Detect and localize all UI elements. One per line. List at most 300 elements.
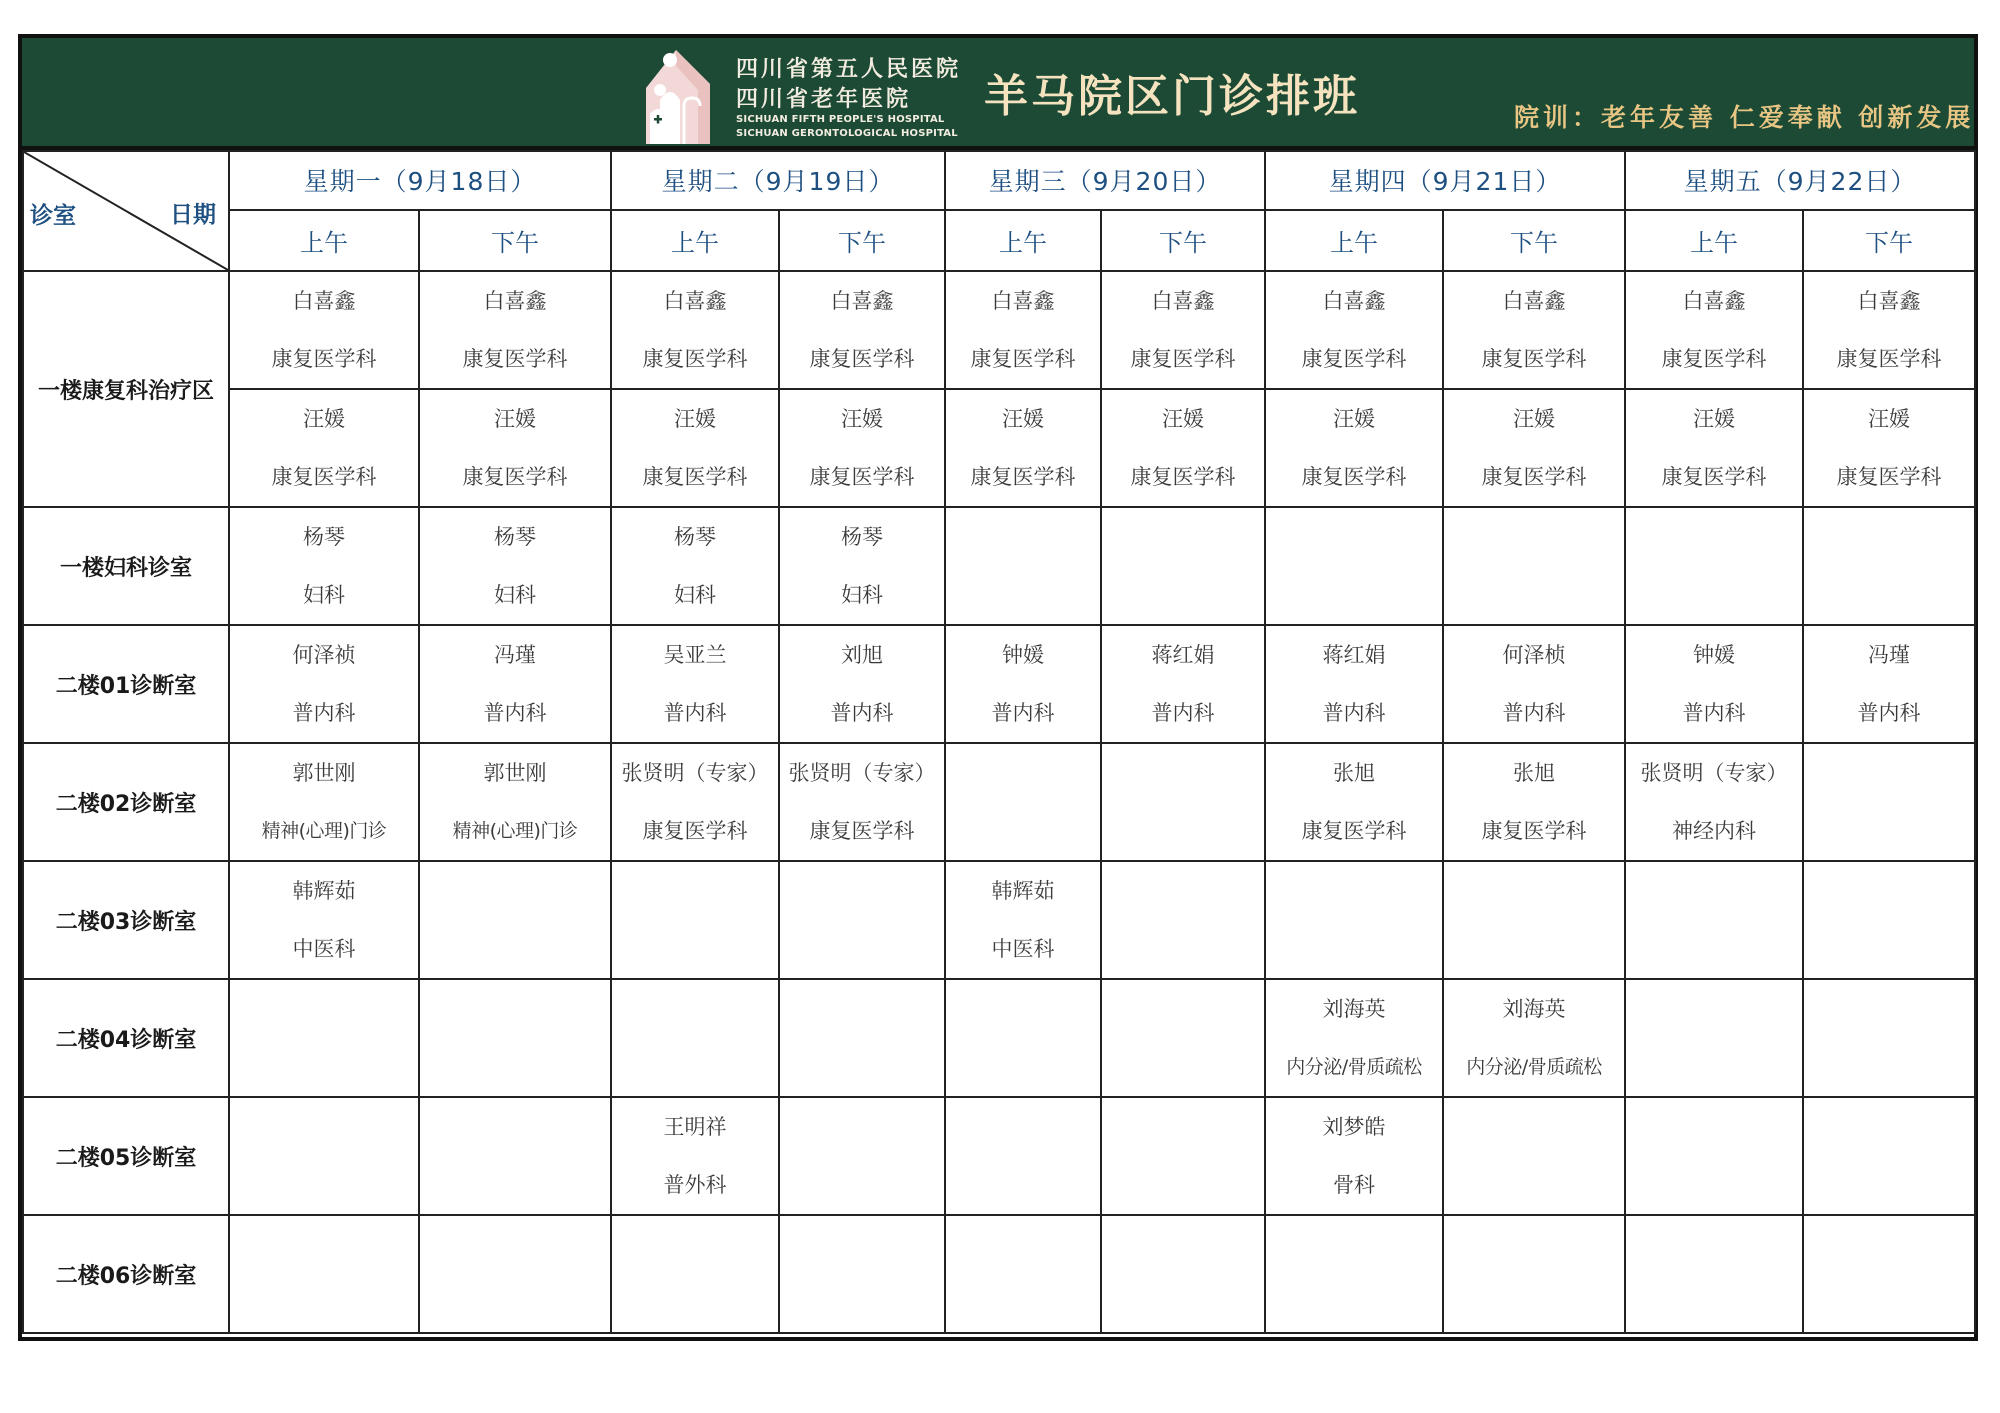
department-name: 康复医学科 xyxy=(809,465,915,489)
department-name xyxy=(420,1038,610,1096)
page-title: 羊马院区门诊排班 xyxy=(984,71,1360,122)
schedule-cell xyxy=(779,625,945,743)
schedule-cell xyxy=(779,507,945,625)
department-name: 精神(心理)门诊 xyxy=(261,820,387,842)
hospital-name-en-alt: SICHUAN GERONTOLOGICAL HOSPITAL xyxy=(736,128,958,139)
room-name: 一楼康复科治疗区 xyxy=(23,271,229,507)
schedule-cell xyxy=(1625,271,1803,389)
schedule-cell xyxy=(611,507,779,625)
department-name xyxy=(420,1156,610,1214)
schedule-cell xyxy=(1443,1215,1625,1333)
doctor-name: 汪媛 xyxy=(1333,407,1375,431)
doctor-name: 刘海英 xyxy=(1502,997,1566,1021)
schedule-cell xyxy=(611,271,779,389)
department-name: 普外科 xyxy=(663,1173,727,1197)
department-name xyxy=(1102,1274,1264,1332)
department-name: 普内科 xyxy=(830,701,894,725)
department-name xyxy=(1444,1156,1624,1214)
doctor-name xyxy=(780,1216,944,1274)
doctor-name: 汪媛 xyxy=(494,407,536,431)
doctor-name xyxy=(1626,862,1802,920)
doctor-name: 白喜鑫 xyxy=(1502,289,1566,313)
department-name xyxy=(1266,920,1442,978)
schedule-cell xyxy=(779,1215,945,1333)
department-name xyxy=(420,1274,610,1332)
doctor-name xyxy=(1444,508,1624,566)
doctor-name: 张旭 xyxy=(1333,761,1375,785)
department-name: 骨科 xyxy=(1333,1173,1375,1197)
schedule-cell xyxy=(1443,507,1625,625)
department-name xyxy=(780,1038,944,1096)
schedule-cell xyxy=(611,743,779,861)
department-name: 康复医学科 xyxy=(809,347,915,371)
department-name: 妇科 xyxy=(303,583,345,607)
schedule-cell xyxy=(945,1097,1101,1215)
table-row xyxy=(23,507,1975,625)
doctor-name: 杨琴 xyxy=(494,525,536,549)
table-row xyxy=(23,1097,1975,1215)
doctor-name: 汪媛 xyxy=(1868,407,1910,431)
schedule-cell xyxy=(1265,861,1443,979)
doctor-name xyxy=(612,980,778,1038)
department-name xyxy=(612,920,778,978)
doctor-name xyxy=(1804,1098,1974,1156)
doctor-name: 汪媛 xyxy=(1693,407,1735,431)
department-name: 神经内科 xyxy=(1672,819,1756,843)
schedule-cell xyxy=(779,861,945,979)
schedule-cell xyxy=(611,1097,779,1215)
doctor-name: 张贤明（专家） xyxy=(621,761,769,785)
afternoon-header: 下午 xyxy=(779,210,945,271)
schedule-cell xyxy=(945,1215,1101,1333)
department-name xyxy=(1804,802,1974,860)
corner-header xyxy=(23,151,229,271)
doctor-name: 韩辉茹 xyxy=(991,879,1055,903)
doctor-name xyxy=(1266,862,1442,920)
doctor-name xyxy=(230,1216,418,1274)
schedule-cell xyxy=(945,389,1101,507)
schedule-cell xyxy=(1803,625,1975,743)
schedule-cell xyxy=(1443,979,1625,1097)
doctor-name: 白喜鑫 xyxy=(1682,289,1746,313)
doctor-name xyxy=(420,862,610,920)
schedule-cell xyxy=(229,271,419,389)
department-name: 普内科 xyxy=(1682,701,1746,725)
schedule-cell xyxy=(1265,1215,1443,1333)
doctor-name xyxy=(780,1098,944,1156)
room-name: 一楼妇科诊室 xyxy=(23,507,229,625)
department-name xyxy=(1444,1274,1624,1332)
schedule-cell xyxy=(1803,743,1975,861)
schedule-cell xyxy=(1625,861,1803,979)
table-row xyxy=(23,861,1975,979)
table-row xyxy=(23,625,1975,743)
room-name: 二楼02诊断室 xyxy=(23,743,229,861)
schedule-cell xyxy=(419,861,611,979)
department-name: 康复医学科 xyxy=(462,347,568,371)
department-name: 康复医学科 xyxy=(970,347,1076,371)
doctor-name: 冯瑾 xyxy=(494,643,536,667)
schedule-cell xyxy=(1265,625,1443,743)
doctor-name xyxy=(612,862,778,920)
schedule-cell xyxy=(945,979,1101,1097)
department-name xyxy=(1444,920,1624,978)
doctor-name xyxy=(1102,1216,1264,1274)
room-name: 二楼05诊断室 xyxy=(23,1097,229,1215)
schedule-cell xyxy=(611,1215,779,1333)
department-name: 内分泌/骨质疏松 xyxy=(1286,1056,1422,1078)
doctor-name: 郭世刚 xyxy=(292,761,356,785)
department-name: 康复医学科 xyxy=(1481,465,1587,489)
doctor-name: 汪媛 xyxy=(674,407,716,431)
corner-date-label: 日期 xyxy=(170,202,216,228)
hospital-name-cn-alt: 四川省老年医院 xyxy=(736,86,912,112)
department-name xyxy=(780,920,944,978)
department-name xyxy=(1102,920,1264,978)
table-row xyxy=(23,743,1975,861)
schedule-cell xyxy=(1443,861,1625,979)
doctor-name: 张旭 xyxy=(1513,761,1555,785)
schedule-cell xyxy=(1265,507,1443,625)
doctor-name xyxy=(1102,862,1264,920)
doctor-name xyxy=(1804,980,1974,1038)
schedule-cell xyxy=(229,625,419,743)
department-name xyxy=(1626,566,1802,624)
department-name: 妇科 xyxy=(494,583,536,607)
doctor-name: 白喜鑫 xyxy=(292,289,356,313)
schedule-cell xyxy=(779,743,945,861)
department-name xyxy=(1102,802,1264,860)
doctor-name: 汪媛 xyxy=(1002,407,1044,431)
department-name: 普内科 xyxy=(663,701,727,725)
schedule-cell xyxy=(419,1215,611,1333)
schedule-cell xyxy=(779,979,945,1097)
schedule-cell xyxy=(1443,625,1625,743)
schedule-cell xyxy=(1101,861,1265,979)
doctor-name: 杨琴 xyxy=(303,525,345,549)
department-name xyxy=(946,566,1100,624)
schedule-cell xyxy=(611,979,779,1097)
afternoon-header: 下午 xyxy=(1803,210,1975,271)
schedule-cell xyxy=(1265,389,1443,507)
doctor-name xyxy=(420,980,610,1038)
doctor-name xyxy=(1804,862,1974,920)
hospital-name-cn: 四川省第五人民医院 xyxy=(736,56,962,82)
table-row xyxy=(23,1215,1975,1333)
doctor-name: 郭世刚 xyxy=(483,761,547,785)
schedule-cell xyxy=(611,861,779,979)
schedule-cell xyxy=(229,507,419,625)
doctor-name xyxy=(946,744,1100,802)
department-name: 普内科 xyxy=(991,701,1055,725)
department-name: 妇科 xyxy=(841,583,883,607)
doctor-name: 何泽祯 xyxy=(292,643,356,667)
department-name: 康复医学科 xyxy=(809,819,915,843)
department-name xyxy=(780,1156,944,1214)
schedule-cell xyxy=(419,271,611,389)
schedule-cell xyxy=(419,507,611,625)
doctor-name: 张贤明（专家） xyxy=(788,761,936,785)
schedule-cell xyxy=(1625,625,1803,743)
schedule-sheet xyxy=(18,34,1978,1341)
department-name xyxy=(1444,566,1624,624)
afternoon-header: 下午 xyxy=(419,210,611,271)
doctor-name xyxy=(230,1098,418,1156)
doctor-name: 蒋红娟 xyxy=(1151,643,1215,667)
doctor-name: 汪媛 xyxy=(303,407,345,431)
department-name xyxy=(946,1038,1100,1096)
doctor-name xyxy=(1626,1216,1802,1274)
doctor-name: 何泽桢 xyxy=(1502,643,1566,667)
doctor-name: 白喜鑫 xyxy=(830,289,894,313)
department-name: 妇科 xyxy=(674,583,716,607)
doctor-name xyxy=(230,980,418,1038)
doctor-name xyxy=(1444,862,1624,920)
department-name xyxy=(612,1038,778,1096)
schedule-cell xyxy=(945,743,1101,861)
hospital-family-logo-icon xyxy=(640,44,716,144)
day-header-wed: 星期三（9月20日） xyxy=(945,151,1265,210)
schedule-cell xyxy=(1101,1215,1265,1333)
department-name: 康复医学科 xyxy=(1661,465,1767,489)
schedule-cell xyxy=(1625,1215,1803,1333)
department-name: 康复医学科 xyxy=(1836,465,1942,489)
department-name: 精神(心理)门诊 xyxy=(452,820,578,842)
department-name: 普内科 xyxy=(1322,701,1386,725)
afternoon-header: 下午 xyxy=(1443,210,1625,271)
department-name: 康复医学科 xyxy=(1481,819,1587,843)
department-name: 康复医学科 xyxy=(1661,347,1767,371)
table-row xyxy=(23,979,1975,1097)
department-name xyxy=(1626,1038,1802,1096)
schedule-cell xyxy=(1625,743,1803,861)
doctor-name xyxy=(420,1098,610,1156)
table-row xyxy=(23,271,1975,389)
doctor-name: 吴亚兰 xyxy=(663,643,727,667)
schedule-cell xyxy=(1443,389,1625,507)
department-name xyxy=(230,1038,418,1096)
doctor-name: 白喜鑫 xyxy=(991,289,1055,313)
schedule-cell xyxy=(1101,389,1265,507)
doctor-name: 刘旭 xyxy=(841,643,883,667)
department-name: 康复医学科 xyxy=(1130,465,1236,489)
department-name: 普内科 xyxy=(292,701,356,725)
schedule-cell xyxy=(229,1215,419,1333)
morning-header: 上午 xyxy=(229,210,419,271)
department-name: 康复医学科 xyxy=(970,465,1076,489)
schedule-cell xyxy=(1625,979,1803,1097)
doctor-name xyxy=(1626,508,1802,566)
table-row xyxy=(23,389,1975,507)
schedule-body xyxy=(23,271,1975,1333)
schedule-cell xyxy=(1803,1215,1975,1333)
department-name: 中医科 xyxy=(991,937,1055,961)
department-name xyxy=(230,1274,418,1332)
schedule-cell xyxy=(1625,507,1803,625)
doctor-name xyxy=(780,862,944,920)
doctor-name xyxy=(946,1216,1100,1274)
department-name xyxy=(1804,920,1974,978)
department-name xyxy=(780,1274,944,1332)
doctor-name: 白喜鑫 xyxy=(483,289,547,313)
schedule-table xyxy=(22,150,1976,1334)
room-name: 二楼03诊断室 xyxy=(23,861,229,979)
department-name: 康复医学科 xyxy=(271,347,377,371)
doctor-name xyxy=(1444,1216,1624,1274)
department-name: 康复医学科 xyxy=(642,465,748,489)
morning-header: 上午 xyxy=(1265,210,1443,271)
day-header-fri: 星期五（9月22日） xyxy=(1625,151,1975,210)
schedule-cell xyxy=(1101,1097,1265,1215)
doctor-name xyxy=(1626,980,1802,1038)
doctor-name: 杨琴 xyxy=(674,525,716,549)
department-name: 内分泌/骨质疏松 xyxy=(1466,1056,1602,1078)
doctor-name xyxy=(946,980,1100,1038)
doctor-name: 刘海英 xyxy=(1322,997,1386,1021)
day-header-thu: 星期四（9月21日） xyxy=(1265,151,1625,210)
department-name: 中医科 xyxy=(292,937,356,961)
schedule-cell xyxy=(419,389,611,507)
schedule-cell xyxy=(779,389,945,507)
department-name: 康复医学科 xyxy=(1130,347,1236,371)
schedule-cell xyxy=(1265,271,1443,389)
schedule-cell xyxy=(1803,979,1975,1097)
doctor-name: 汪媛 xyxy=(1162,407,1204,431)
room-name: 二楼06诊断室 xyxy=(23,1215,229,1333)
schedule-cell xyxy=(945,625,1101,743)
schedule-cell xyxy=(1101,979,1265,1097)
department-name xyxy=(612,1274,778,1332)
department-name xyxy=(1102,566,1264,624)
department-name xyxy=(420,920,610,978)
department-name xyxy=(1626,920,1802,978)
schedule-cell xyxy=(945,507,1101,625)
department-name xyxy=(1102,1156,1264,1214)
schedule-cell xyxy=(1101,271,1265,389)
department-name: 康复医学科 xyxy=(462,465,568,489)
schedule-cell xyxy=(1101,507,1265,625)
schedule-cell xyxy=(1265,979,1443,1097)
schedule-cell xyxy=(611,389,779,507)
doctor-name xyxy=(1804,744,1974,802)
doctor-name xyxy=(1102,508,1264,566)
morning-header: 上午 xyxy=(1625,210,1803,271)
schedule-cell xyxy=(945,271,1101,389)
schedule-cell xyxy=(1803,1097,1975,1215)
department-name xyxy=(1804,1156,1974,1214)
doctor-name xyxy=(1102,744,1264,802)
department-name: 康复医学科 xyxy=(1836,347,1942,371)
department-name xyxy=(1102,1038,1264,1096)
schedule-cell xyxy=(1265,1097,1443,1215)
doctor-name xyxy=(1804,508,1974,566)
doctor-name: 蒋红娟 xyxy=(1322,643,1386,667)
schedule-cell xyxy=(1443,1097,1625,1215)
department-name xyxy=(1266,566,1442,624)
morning-header: 上午 xyxy=(611,210,779,271)
department-name: 康复医学科 xyxy=(642,819,748,843)
day-header-mon: 星期一（9月18日） xyxy=(229,151,611,210)
department-name: 康复医学科 xyxy=(271,465,377,489)
hospital-name-en: SICHUAN FIFTH PEOPLE'S HOSPITAL xyxy=(736,114,945,125)
department-name xyxy=(1804,1038,1974,1096)
department-name xyxy=(1626,1274,1802,1332)
header-banner xyxy=(22,38,1974,150)
corner-room-label: 诊室 xyxy=(30,203,76,229)
afternoon-header: 下午 xyxy=(1101,210,1265,271)
doctor-name: 韩辉茹 xyxy=(292,879,356,903)
department-name xyxy=(1626,1156,1802,1214)
department-name xyxy=(946,1274,1100,1332)
schedule-cell xyxy=(419,1097,611,1215)
doctor-name xyxy=(780,980,944,1038)
schedule-cell xyxy=(1443,271,1625,389)
schedule-cell xyxy=(1101,743,1265,861)
schedule-cell xyxy=(419,743,611,861)
department-name: 康复医学科 xyxy=(1481,347,1587,371)
doctor-name: 杨琴 xyxy=(841,525,883,549)
department-name xyxy=(946,1156,1100,1214)
doctor-name xyxy=(1626,1098,1802,1156)
schedule-cell xyxy=(229,1097,419,1215)
doctor-name: 张贤明（专家） xyxy=(1640,761,1788,785)
schedule-cell xyxy=(1803,507,1975,625)
department-name: 普内科 xyxy=(1151,701,1215,725)
morning-header: 上午 xyxy=(945,210,1101,271)
schedule-cell xyxy=(229,743,419,861)
schedule-cell xyxy=(229,861,419,979)
department-name xyxy=(1266,1274,1442,1332)
doctor-name: 钟媛 xyxy=(1002,643,1044,667)
schedule-cell xyxy=(779,1097,945,1215)
schedule-cell xyxy=(1803,389,1975,507)
doctor-name: 白喜鑫 xyxy=(1151,289,1215,313)
schedule-cell xyxy=(945,861,1101,979)
doctor-name xyxy=(1102,980,1264,1038)
doctor-name: 白喜鑫 xyxy=(1857,289,1921,313)
room-name: 二楼04诊断室 xyxy=(23,979,229,1097)
schedule-cell xyxy=(1803,271,1975,389)
doctor-name xyxy=(946,1098,1100,1156)
doctor-name: 汪媛 xyxy=(841,407,883,431)
schedule-cell xyxy=(779,271,945,389)
doctor-name xyxy=(1444,1098,1624,1156)
department-name: 康复医学科 xyxy=(1301,465,1407,489)
doctor-name: 冯瑾 xyxy=(1868,643,1910,667)
doctor-name xyxy=(612,1216,778,1274)
department-name xyxy=(1804,1274,1974,1332)
doctor-name xyxy=(1102,1098,1264,1156)
schedule-cell xyxy=(1265,743,1443,861)
schedule-cell xyxy=(419,625,611,743)
schedule-cell xyxy=(1625,389,1803,507)
doctor-name: 白喜鑫 xyxy=(1322,289,1386,313)
schedule-cell xyxy=(611,625,779,743)
department-name: 普内科 xyxy=(1502,701,1566,725)
department-name: 普内科 xyxy=(1857,701,1921,725)
doctor-name: 王明祥 xyxy=(663,1115,727,1139)
room-name: 二楼01诊断室 xyxy=(23,625,229,743)
doctor-name: 汪媛 xyxy=(1513,407,1555,431)
doctor-name xyxy=(1804,1216,1974,1274)
day-header-tue: 星期二（9月19日） xyxy=(611,151,945,210)
schedule-cell xyxy=(419,979,611,1097)
schedule-cell xyxy=(1625,1097,1803,1215)
schedule-cell xyxy=(1803,861,1975,979)
doctor-name: 白喜鑫 xyxy=(663,289,727,313)
department-name xyxy=(946,802,1100,860)
department-name: 普内科 xyxy=(483,701,547,725)
